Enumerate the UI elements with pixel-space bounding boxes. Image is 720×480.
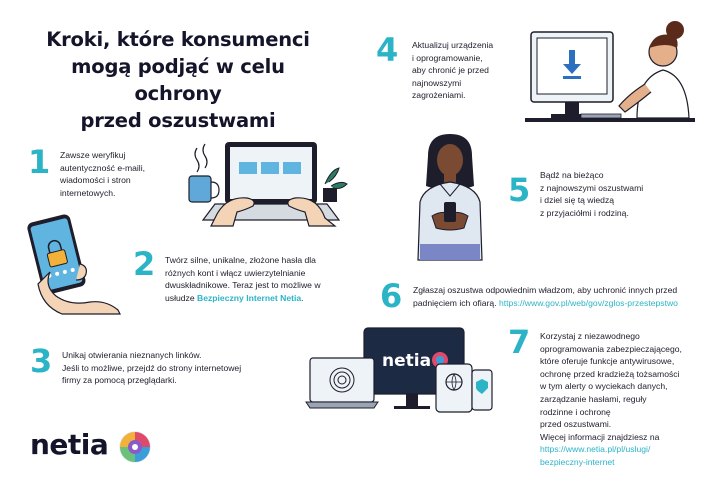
- step-2-number: 2: [133, 245, 156, 283]
- phone-lock-illustration: [22, 212, 122, 314]
- step-7-text: Korzystaj z niezawodnego oprogramowania zabezpieczającego, które oferuje funkcje antywirusowe, ochronę przed kradzieżą tożsamości w tym alerty o wyciekach danych, zarządzanie hasłami, reguły rodzinne i ochronę przed oszustwami. Więcej informacji znajdziesz na https://www.netia.pl/pl/uslugi/ bezpieczny-internet: [540, 330, 715, 469]
- netia-logo-text: netia: [30, 428, 109, 461]
- woman-phone-illustration: [410, 132, 490, 260]
- step-6-text: Zgłaszaj oszustwa odpowiednim władzom, aby uchronić innych przed padnięciem ich ofiarą. https://www.gov.pl/web/gov/zglos-przestepstwo: [413, 285, 678, 308]
- bezpieczny-internet-link[interactable]: Bezpieczny Internet Netia: [197, 292, 302, 303]
- step-5-text: Bądź na bieżąco z najnowszymi oszustwami i dziel się tą wiedzą z przyjaciółmi i rodziną.: [540, 170, 644, 218]
- step-3-text: Unikaj otwierania nieznanych linków. Jeśli to możliwe, przejdź do strony internetowej firmy za pomocą przeglądarki.: [62, 350, 242, 386]
- step-3-number: 3: [30, 342, 53, 380]
- gov-report-link[interactable]: https://www.gov.pl/web/gov/zglos-przestepstwo: [498, 297, 678, 308]
- page-title: Kroki, które konsumenci mogą podjąć w celu ochrony przed oszustwami: [46, 28, 310, 132]
- step-4-text: Aktualizuj urządzenia i oprogramowanie, aby chronić je przed najnowszymi zagrożeniami.: [412, 40, 494, 101]
- step-2-text: Twórz silne, unikalne, złożone hasła dla różnych kont i włącz uwierzytelnianie dwuskładnikowe. Teraz jest to możliwe w usłudze Bezpieczny Internet Netia.: [165, 255, 321, 303]
- step-1-text: Zawsze weryfikuj autentyczność e-maili, wiadomości i stron internetowych.: [60, 150, 146, 198]
- step-7-number: 7: [508, 323, 531, 361]
- netia-service-link-cont[interactable]: bezpieczny-internet: [540, 456, 615, 467]
- netia-service-link[interactable]: https://www.netia.pl/pl/uslugi/: [540, 444, 651, 455]
- step-5-number: 5: [508, 171, 531, 209]
- step-6-number: 6: [380, 277, 403, 315]
- step-1-number: 1: [28, 143, 51, 181]
- devices-illustration: [306, 322, 496, 426]
- monitor-brand-text: netia: [382, 351, 432, 371]
- computer-update-illustration: [525, 18, 695, 128]
- step-4-number: 4: [376, 31, 399, 69]
- laptop-illustration: [175, 140, 350, 232]
- netia-logo-mark: [118, 430, 152, 464]
